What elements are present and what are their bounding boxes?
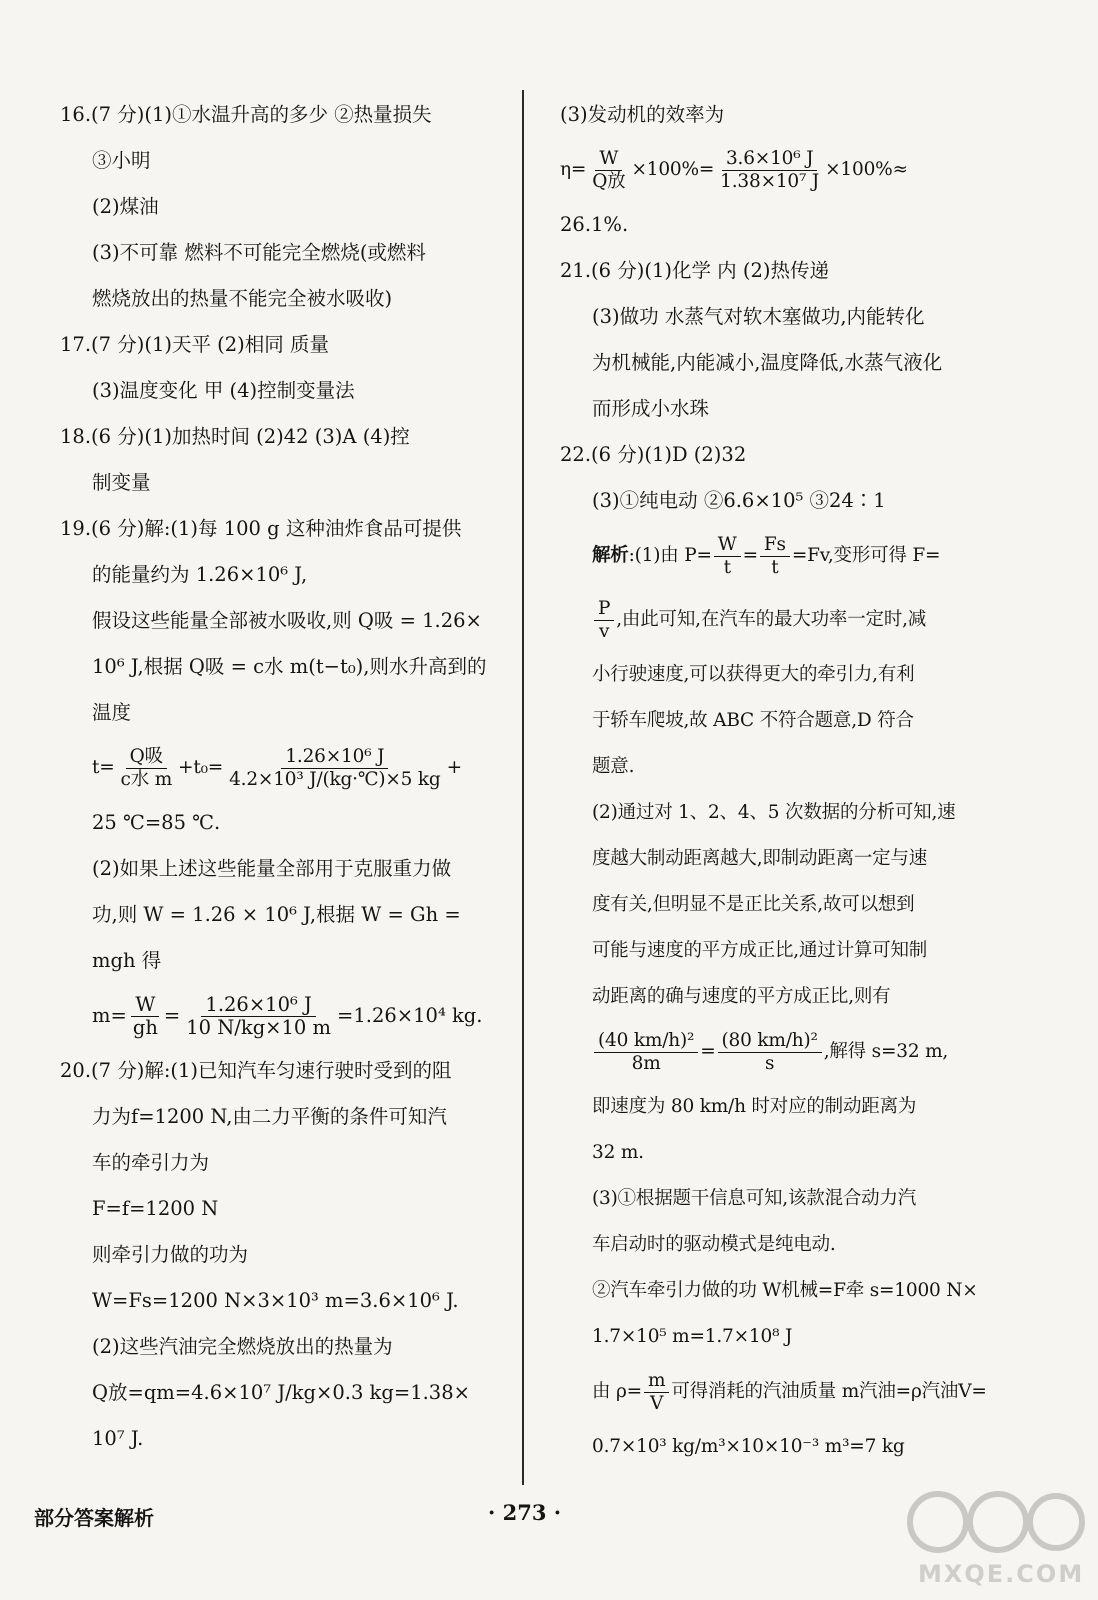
q20-line4: F=f=1200 N <box>92 1197 219 1220</box>
q19-formula-temperature: t= $\frac{\text{Q吸}}{\text{c水 m}}$ +t₀= $\frac{\text{1.26×10⁶ J}}{\text{4.2×10³ J/(kg·℃)×5 kg}}$ + <box>92 745 462 790</box>
q19-line7: (2)如果上述这些能量全部用于克服重力做 <box>92 857 452 880</box>
q22-line4: 于轿车爬坡,故 ABC 不符合题意,D 符合 <box>592 710 914 731</box>
q20-line1: 20.(7 分)解:(1)已知汽车匀速行驶时受到的阻 <box>60 1059 452 1082</box>
q22-line10: 动距离的确与速度的平方成正比,则有 <box>592 986 891 1007</box>
q19-line6: 25 ℃=85 ℃. <box>92 811 221 834</box>
fraction: $\frac{\text{1.26×10⁶ J}}{10 N/kg\times 10 m}$ <box>186 993 332 1039</box>
q16-line1: 16.(7 分)(1)①水温升高的多少 ②热量损失 <box>60 103 432 126</box>
fraction: $\frac{W}{\text{Q放}}$ <box>592 147 626 192</box>
watermark-text: MXQE.COM <box>918 1560 1085 1588</box>
q20-line3: 车的牵引力为 <box>92 1151 210 1174</box>
q20-part3-line1: (3)发动机的效率为 <box>560 103 725 126</box>
q21-line2: (3)做功 水蒸气对软木塞做功,内能转化 <box>592 305 925 328</box>
q21-line1: 21.(6 分)(1)化学 内 (2)热传递 <box>560 259 829 282</box>
column-divider <box>522 90 524 1485</box>
q16-line5: 燃烧放出的热量不能完全被水吸收) <box>92 287 393 310</box>
q20-line8: Q放=qm=4.6×10⁷ J/kg×0.3 kg=1.38× <box>92 1381 470 1404</box>
q16-line2: ③小明 <box>92 149 151 172</box>
q22-analysis-formula-force: $\frac{P}{v}$ ,由此可知,在汽车的最大功率一定时,减 <box>560 588 1000 652</box>
left-column <box>60 92 520 1462</box>
q22-formula-density: 由 ρ= $\frac{m}{V}$ 可得消耗的汽油质量 m汽油=ρ汽油V= <box>592 1369 987 1414</box>
q22-line9: 可能与速度的平方成正比,通过计算可知制 <box>592 940 928 961</box>
q22-line13: (3)①根据题干信息可知,该款混合动力汽 <box>592 1188 917 1209</box>
fraction: $\frac{m}{V}$ <box>644 1370 669 1415</box>
q20-part3-line2: 26.1%. <box>560 213 629 236</box>
q22-line15: ②汽车牵引力做的功 W机械=F牵 s=1000 N× <box>592 1280 978 1301</box>
q22-line17: 0.7×10³ kg/m³×10×10⁻³ m³=7 kg <box>592 1436 905 1457</box>
watermark-logo-icon <box>898 1480 1088 1560</box>
fraction: $\frac{W}{t}$ <box>714 534 741 579</box>
q22-line7: 度越大制动距离越大,即制动距离一定与速 <box>592 848 928 869</box>
q18-line1: 18.(6 分)(1)加热时间 (2)42 (3)A (4)控 <box>60 425 410 448</box>
q21-line4: 而形成小水珠 <box>592 397 710 420</box>
right-column <box>560 92 1000 1470</box>
q19-line8: 功,则 W = 1.26 × 10⁶ J,根据 W = Gh = <box>92 903 461 926</box>
q18-line2: 制变量 <box>92 471 151 494</box>
fraction: $\frac{\text{Q吸}}{\text{c水 m}}$ <box>120 745 173 790</box>
q21-line3: 为机械能,内能减小,温度降低,水蒸气液化 <box>592 351 943 374</box>
fraction: $\frac{P}{v}$ <box>594 598 614 643</box>
q16-line4: (3)不可靠 燃料不可能完全燃烧(或燃料 <box>92 241 426 264</box>
fraction: $\frac{W}{gh}$ <box>132 993 158 1039</box>
q22-line8: 度有关,但明显不是正比关系,故可以想到 <box>592 894 915 915</box>
q19-line5: 温度 <box>92 701 132 724</box>
q20-line9: 10⁷ J. <box>92 1427 144 1450</box>
q20-formula-efficiency: η= $\frac{W}{\text{Q放}}$ ×100%= $\frac{\text{3.6×10⁶ J}}{\text{1.38×10⁷ J}}$ ×100%≈ <box>560 147 908 192</box>
watermark-logo <box>898 1480 1088 1592</box>
q22-line3: 小行驶速度,可以获得更大的牵引力,有利 <box>592 664 915 685</box>
fraction: $\frac{Fs}{t}$ <box>760 534 790 579</box>
fraction: $\frac{\text{(80 km/h)²}}{s}$ <box>718 1030 822 1075</box>
q17-line2: (3)温度变化 甲 (4)控制变量法 <box>92 379 355 402</box>
q20-line7: (2)这些汽油完全燃烧放出的热量为 <box>92 1335 393 1358</box>
fraction: $\frac{\text{1.26×10⁶ J}}{\text{4.2×10³ J/(kg·℃)×5 kg}}$ <box>229 745 441 790</box>
q20-line6: W=Fs=1200 N×3×10³ m=3.6×10⁶ J. <box>92 1289 459 1312</box>
q19-formula-mass: m= $\frac{W}{gh}$ = $\frac{\text{1.26×10⁶ J}}{10 N/kg\times 10 m}$ =1.26×10⁴ kg. <box>92 993 483 1039</box>
q19-line9: mgh 得 <box>92 949 162 972</box>
q22-line6: (2)通过对 1、2、4、5 次数据的分析可知,速 <box>592 802 956 823</box>
q22-line2: (3)①纯电动 ②6.6×10⁵ ③24∶1 <box>592 489 886 512</box>
page-number: · 273 · <box>488 1500 562 1525</box>
q22-analysis-formula-power: 解析:(1)由 P= $\frac{W}{t}$ = $\frac{Fs}{t}$ =Fv,变形可得 F= <box>592 533 941 578</box>
q20-line2: 力为f=1200 N,由二力平衡的条件可知汽 <box>92 1105 447 1128</box>
section-title: 部分答案解析 <box>34 1506 154 1530</box>
fraction: $\frac{\text{3.6×10⁶ J}}{\text{1.38×10⁷ J}}$ <box>720 147 820 192</box>
q22-line11: 即速度为 80 km/h 时对应的制动距离为 <box>592 1096 917 1117</box>
q19-line3: 假设这些能量全部被水吸收,则 Q吸 = 1.26× <box>92 609 482 632</box>
q20-line5: 则牵引力做的功为 <box>92 1243 249 1266</box>
q17-line1: 17.(7 分)(1)天平 (2)相同 质量 <box>60 333 329 356</box>
q19-line2: 的能量约为 1.26×10⁶ J, <box>92 563 308 586</box>
q19-line4: 10⁶ J,根据 Q吸 = c水 m(t−t₀),则水升高到的 <box>92 655 487 678</box>
q22-formula-braking: $\frac{\text{(40 km/h)²}}{8m}$ = $\frac{\text{(80 km/h)²}}{s}$ ,解得 s=32 m, <box>560 1020 1000 1084</box>
q22-line12: 32 m. <box>592 1142 644 1163</box>
fraction: $\frac{\text{(40 km/h)²}}{8m}$ <box>594 1030 698 1075</box>
q22-line14: 车启动时的驱动模式是纯电动. <box>592 1234 836 1255</box>
q19-line1: 19.(6 分)解:(1)每 100 g 这种油炸食品可提供 <box>60 517 462 540</box>
q16-line3: (2)煤油 <box>92 195 159 218</box>
q22-line5: 题意. <box>592 756 635 777</box>
q22-line1: 22.(6 分)(1)D (2)32 <box>560 443 747 466</box>
q22-line16: 1.7×10⁵ m=1.7×10⁸ J <box>592 1326 793 1347</box>
